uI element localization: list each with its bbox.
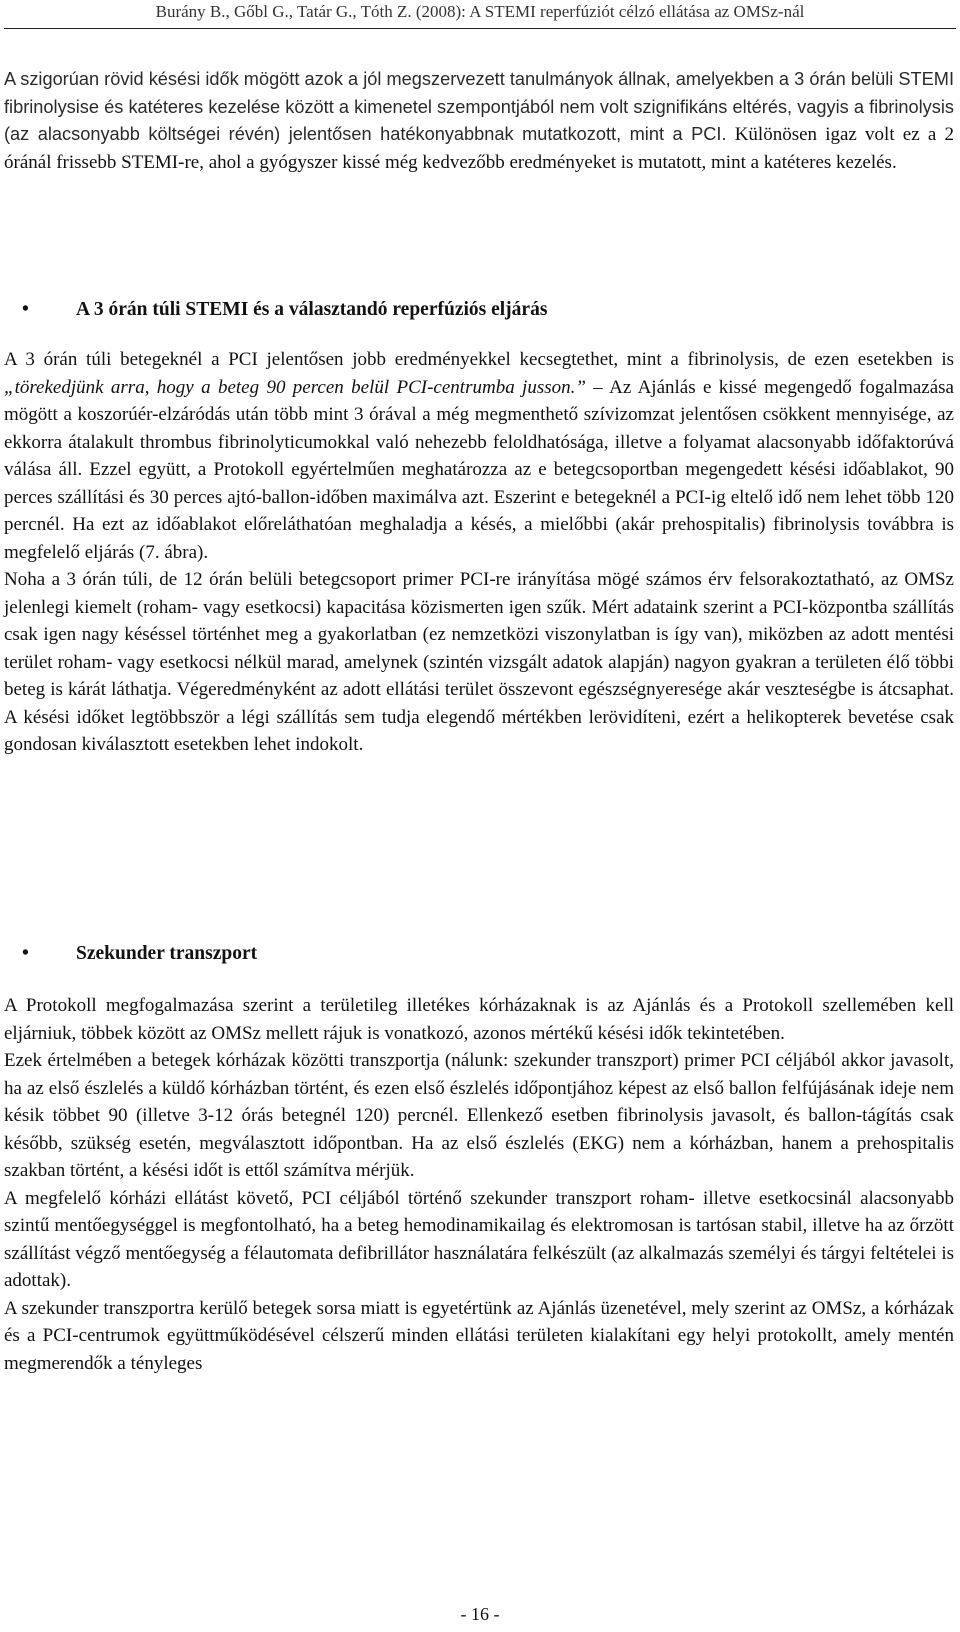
- paragraph: Noha a 3 órán túli, de 12 órán belüli betegcsoport primer PCI-re irányítása mögé számos érv felsorakoztatható, az OMSz jelenlegi kiemelt (roham- vagy esetkocsi) kapacitása közismerten igen szűk. Mért adataink szerint a PCI-központba szállítás csak igen nagy késéssel történhet meg a gyakorlatban (ez nemzetközi viszonylatban is így van), miközben az adott mentési terület roham- vagy esetkocsi nélkül marad, amelynek (szintén vizsgált adatok alapján) nagyon gyakran a területen élő többi beteg is kárát láthatja. Végeredményként az adott ellátási terület összevont egészségnyeresége akár veszteségbe is átcsaphat. A késési időket legtöbbször a légi szállítás sem tudja elegendő mértékben lerövidíteni, ezért a helikopterek bevetése csak gondosan kiválasztott esetekben lehet indokolt.: [4, 569, 954, 755]
- section-body-secondary-transport: [4, 992, 954, 1377]
- paragraph-text: A 3 órán túli betegeknél a PCI jelentősen jobb eredményekkel kecsegtethet, mint a fibrinolysis, de ezen esetekben is: [4, 349, 954, 370]
- bullet-icon: •: [22, 299, 29, 320]
- section-heading-label: Szekunder transzport: [76, 943, 258, 964]
- section-heading-label: A 3 órán túli STEMI és a választandó reperfúziós eljárás: [76, 299, 548, 320]
- intro-serif-text: Különösen igaz volt ez a 2 óránál frissebb STEMI-re, ahol a gyógyszer kissé még kedvezőbb eredményeket is mutatott, mint a katéteres kezelés.: [4, 124, 954, 173]
- paragraph-text: – Az Ajánlás e kissé megengedő fogalmazása mögött a koszorúér-elzáródás után több mint 3 órával a még megmenthető szívizomzat jelentősen csökkent mennyisége, az ekkorra átalakult thrombus fibrinolyticumokkal való nehezebb feloldhatósága, illetve a folyamat alacsonyabb időfaktorúvá válása áll. Ezzel együtt, a Protokoll egyértelműen meghatározza az e betegcsoportban megengedett késési időablakot, 90 perces szállítási és 30 perces ajtó-ballon-időben maximálva azt. Eszerint e betegeknél a PCI-ig eltelő idő nem lehet több 120 percnél. Ha ezt az időablakot előreláthatóan meghaladja a késés, a mielőbbi (akár prehospitalis) fibrinolysis továbbra is megfelelő eljárás (7. ábra).: [4, 376, 954, 563]
- intro-text: [4, 66, 954, 176]
- intro-sans-text: A szigorúan rövid késési idők mögött azok a jól megszervezett tanulmányok állnak, amelyekben a 3 órán belüli STEMI fibrinolysise és katéteres kezelése között a kimenetel szempontjából nem volt szignifikáns eltérés, vagyis a fibrinolysis (az alacsonyabb költségei révén) jelentősen hatékonyabbnak mutatkozott, mint a PCI.: [4, 69, 954, 144]
- quoted-recommendation: „törekedjünk arra, hogy a beteg 90 percen belül PCI-centrumba jusson.”: [4, 376, 586, 398]
- header-rule: [4, 28, 956, 29]
- paragraph: A megfelelő kórházi ellátást követő, PCI céljából történő szekunder transzport roham- illetve esetkocsinál alacsonyabb szintű mentőegységgel is megfontolható, ha a beteg hemodinamikailag és elektromosan is tartósan stabil, illetve ha az őrzött szállítást végző mentőegység a félautomata defibrillátor használatára felkészült (az alkalmazás személyi és tárgyi feltételei is adottak).: [4, 1187, 954, 1291]
- paragraph: A Protokoll megfogalmazása szerint a területileg illetékes kórházaknak is az Ajánlás és a Protokoll szellemében kell eljárniuk, többek között az OMSz mellett rájuk is vonatkozó, azonos mértékű késési idők tekintetében.: [4, 995, 954, 1044]
- bullet-icon: •: [22, 943, 29, 964]
- intro-paragraph: [4, 66, 954, 176]
- paragraph: A szekunder transzportra kerülő betegek sorsa miatt is egyetértünk az Ajánlás üzenetével, mely szerint az OMSz, a kórházak és a PCI-centrumok együttműködésével célszerű minden ellátási területen kialakítani egy helyi protokollt, amely mentén megmerendők a tényleges: [4, 1297, 954, 1374]
- section-body-late-stemi: [4, 346, 954, 759]
- page-number: - 16 -: [460, 1604, 500, 1624]
- paragraph: [4, 346, 954, 566]
- running-header: Burány B., Gőbl G., Tatár G., Tóth Z. (2008): A STEMI reperfúziót célzó ellátása az OMSz-nál: [155, 2, 805, 21]
- paragraph: Ezek értelmében a betegek kórházak közötti transzportja (nálunk: szekunder transzport) primer PCI céljából akkor javasolt, ha az első észlelés a küldő kórházban történt, és ezen első észlelés időpontjához képest az első ballon felfújásának ideje nem késik többet 90 (illetve 3-12 órás betegnél 120) percnél. Ellenkező esetben fibrinolysis javasolt, és ballon-tágítás csak később, szükség esetén, megválasztott időpontban. Ha az első észlelés (EKG) nem a kórházban, hanem a prehospitalis szakban történt, a késési időt is ettől számítva mérjük.: [4, 1050, 954, 1181]
